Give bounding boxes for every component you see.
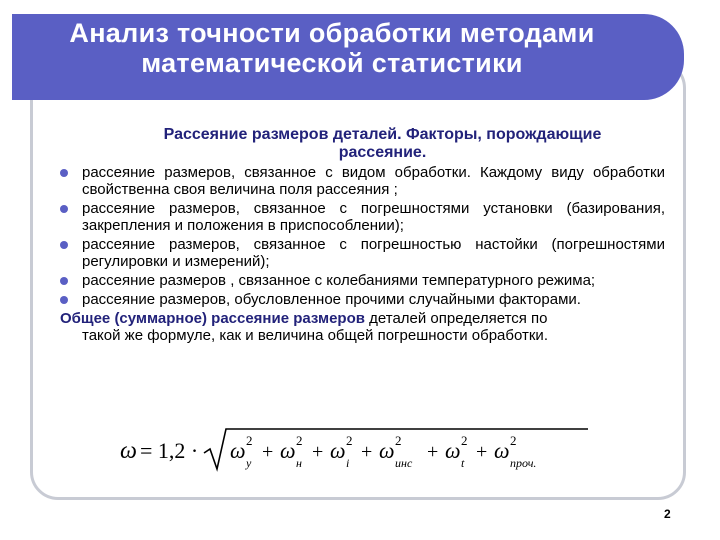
omega-symbol: ω [445, 438, 461, 463]
subtitle-line-1: Рассеяние размеров деталей. Факторы, порождающие [163, 126, 602, 143]
section-subtitle [60, 126, 665, 162]
subscript: t [461, 456, 465, 470]
exponent: 2 [246, 433, 253, 448]
omega-symbol: ω [230, 438, 246, 463]
total-scatter-label: Общее (суммарное) рассеяние размеров [60, 310, 365, 327]
subtitle-line-2: рассеяние. [338, 144, 427, 161]
formula-lhs: ω [120, 438, 137, 464]
subscript: у [246, 456, 252, 470]
list-item-text: рассеяние размеров, связанное с видом обработки. Каждому виду обработки свойственна своя величина поля рассеяния ; [82, 164, 665, 198]
title-line-2: математической статистики [141, 48, 523, 78]
exponent: 2 [296, 433, 303, 448]
slide-title [12, 18, 652, 78]
exponent: 2 [461, 433, 468, 448]
plus-sign: + [312, 441, 324, 463]
plus-sign: + [427, 441, 439, 463]
formula-terms [230, 433, 536, 470]
list-item [60, 200, 665, 234]
title-line-1: Анализ точности обработки методами [69, 18, 595, 48]
subscript: н [296, 456, 302, 470]
omega-symbol: ω [330, 438, 346, 463]
list-item [60, 291, 665, 308]
omega-symbol: ω [379, 438, 395, 463]
subscript: i [346, 456, 350, 470]
list-item-text: рассеяние размеров , связанное с колебаниями температурного режима; [82, 272, 596, 289]
plus-sign: + [476, 441, 488, 463]
total-scatter-paragraph [60, 310, 665, 344]
title-underline [40, 96, 640, 98]
bullet-icon [60, 169, 68, 177]
formula [118, 425, 588, 475]
list-item-text: рассеяние размеров, связанное с погрешностью настойки (погрешностями регулировки и измерений); [82, 236, 665, 270]
list-item-text: рассеяние размеров, связанное с погрешностями установки (базирования, закрепления и положения в приспособлении); [82, 200, 665, 234]
list-item [60, 272, 665, 289]
list-item [60, 164, 665, 198]
subscript: инс [395, 456, 413, 470]
plus-sign: + [361, 441, 373, 463]
subscript: проч. [510, 456, 537, 470]
total-scatter-text-2: такой же формуле, как и величина общей погрешности обработки. [82, 327, 548, 344]
omega-symbol: ω [494, 438, 510, 463]
exponent: 2 [346, 433, 353, 448]
page-number: 2 [664, 507, 671, 521]
formula-eq: = 1,2 · [140, 438, 199, 463]
list-item [60, 236, 665, 270]
exponent: 2 [395, 433, 402, 448]
bullet-icon [60, 205, 68, 213]
bullet-icon [60, 241, 68, 249]
bullet-icon [60, 296, 68, 304]
plus-sign: + [262, 441, 274, 463]
exponent: 2 [510, 433, 517, 448]
bullet-icon [60, 277, 68, 285]
list-item-text: рассеяние размеров, обусловленное прочими случайными факторами. [82, 291, 581, 308]
omega-symbol: ω [280, 438, 296, 463]
total-scatter-text-1: деталей определяется по [364, 310, 548, 327]
slide-body [60, 126, 665, 344]
